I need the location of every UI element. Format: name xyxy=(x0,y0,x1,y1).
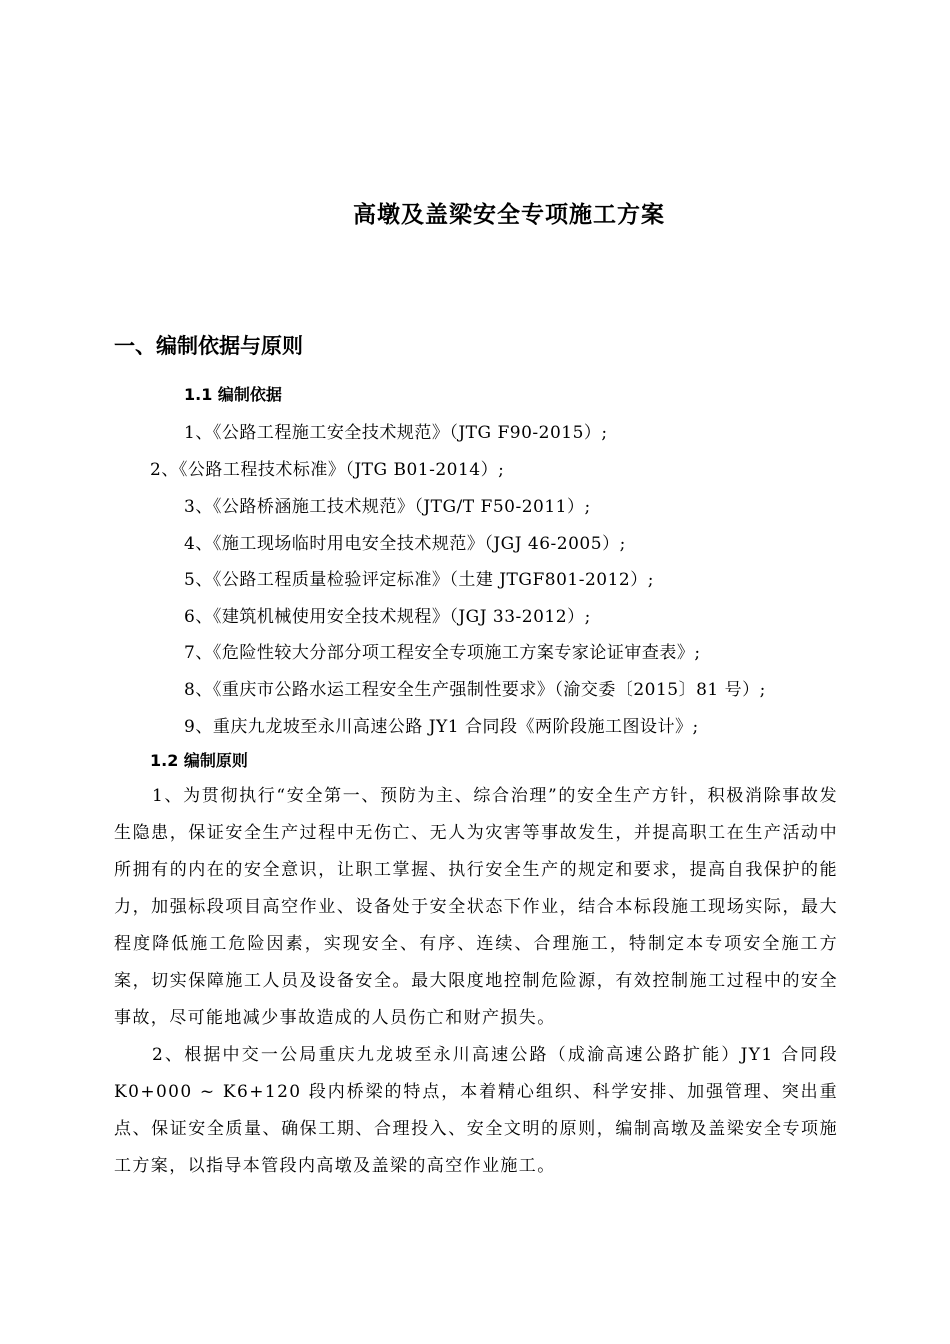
reference-item: 1、《公路工程施工安全技术规范》（JTG F90-2015）; xyxy=(184,423,608,443)
principle-paragraph-1: 1、为贯彻执行“安全第一、预防为主、综合治理”的安全生产方针，积极消除事故发生隐患，保证安全生产过程中无伤亡、无人为灾害等事故发生，并提高职工在生产活动中所拥有的内在的安全意识，让职工掌握、执行安全生产的规定和要求，提高自我保护的能力，加强标段项目高空作业、设备处于安全状态下作业，结合本标段施工现场实际，最大程度降低施工危险因素，实现安全、有序、连续、合理施工，特制定本专项安全施工方案，切实保障施工人员及设备安全。最大限度地控制危险源，有效控制施工过程中的安全事故，尽可能地减少事故造成的人员伤亡和财产损失。 xyxy=(114,786,838,1028)
subsection-heading-principles: 1.2 编制原则 xyxy=(150,751,248,770)
reference-item: 9、重庆九龙坡至永川高速公路 JY1 合同段《两阶段施工图设计》; xyxy=(184,717,699,737)
reference-item: 4、《施工现场临时用电安全技术规范》（JGJ 46-2005）; xyxy=(184,534,626,554)
reference-item: 7、《危险性较大分部分项工程安全专项施工方案专家论证审查表》; xyxy=(184,643,701,663)
reference-item: 8、《重庆市公路水运工程安全生产强制性要求》（渝交委〔2015〕81 号）; xyxy=(184,680,766,700)
principle-paragraph-2: 2、根据中交一公局重庆九龙坡至永川高速公路（成渝高速公路扩能）JY1 合同段 K0+000 ~ K6+120 段内桥梁的特点，本着精心组织、科学安排、加强管理、突出重点、保证安全质量、确保工期、合理投入、安全文明的原则，编制高墩及盖梁安全专项施工方案，以指导本管段内高墩及盖梁的高空作业施工。 xyxy=(114,1045,838,1176)
reference-item: 3、《公路桥涵施工技术规范》（JTG/T F50-2011）; xyxy=(184,497,591,517)
reference-item: 2、《公路工程技术标准》（JTG B01-2014）; xyxy=(150,460,505,480)
reference-item: 5、《公路工程质量检验评定标准》（土建 JTGF801-2012）; xyxy=(184,570,654,590)
document-title: 高墩及盖梁安全专项施工方案 xyxy=(353,202,665,228)
reference-item: 6、《建筑机械使用安全技术规程》（JGJ 33-2012）; xyxy=(184,607,591,627)
subsection-heading-basis: 1.1 编制依据 xyxy=(184,385,282,404)
section-heading: 一、编制依据与原则 xyxy=(114,334,303,358)
